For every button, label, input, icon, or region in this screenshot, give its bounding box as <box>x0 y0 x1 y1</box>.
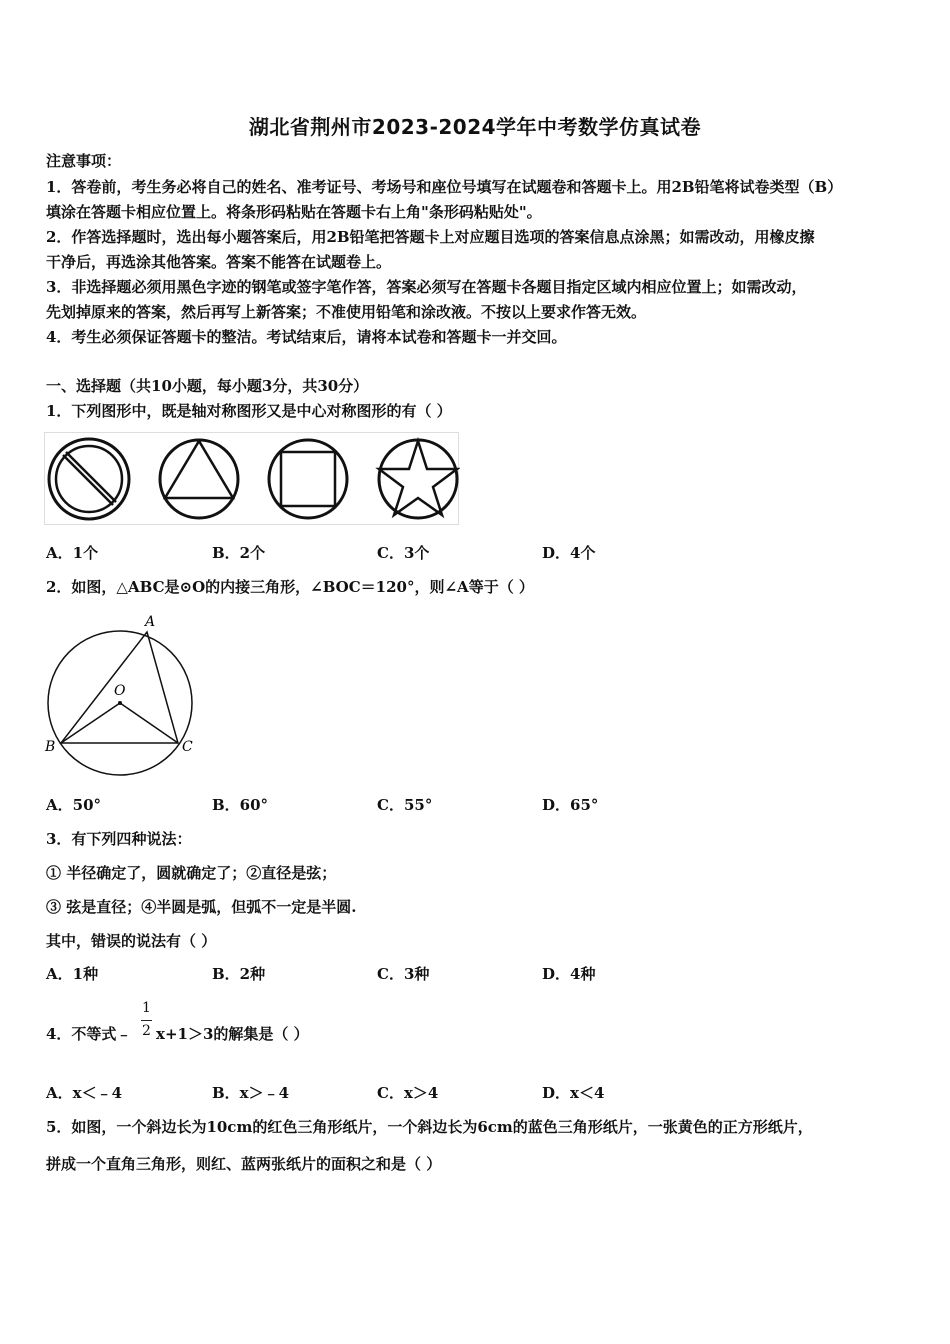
option-a: A．1种 <box>46 965 99 983</box>
q3-ask: 其中，错误的说法有（ ） <box>46 932 217 950</box>
notice-heading: 注意事项： <box>46 152 122 170</box>
option-c: C．55° <box>377 796 433 814</box>
label-c: C <box>182 739 193 755</box>
notice-line: 1．答卷前，考生务必将自己的姓名、准考证号、考场号和座位号填写在试题卷和答题卡上。用2B铅笔将试卷类型（B） <box>46 178 843 196</box>
notice-line: 3．非选择题必须用黑色字迹的钢笔或签字笔作答，答案必须写在答题卡各题目指定区域内相应位置上；如需改动， <box>46 278 807 296</box>
notice-line: 干净后，再选涂其他答案。答案不能答在试题卷上。 <box>46 253 392 271</box>
notice-line: 填涂在答题卡相应位置上。将条形码粘贴在答题卡右上角"条形码粘贴处"。 <box>46 203 542 221</box>
q5-stem-line: 5．如图，一个斜边长为10cm的红色三角形纸片，一个斜边长为6cm的蓝色三角形纸片，一张黄色的正方形纸片， <box>46 1118 813 1136</box>
option-b: B．x＞﹣4 <box>212 1084 290 1102</box>
option-d: D．4种 <box>542 965 596 983</box>
q3-stem: 3．有下列四种说法： <box>46 830 192 848</box>
notice-line: 4．考生必须保证答题卡的整洁。考试结束后，请将本试卷和答题卡一并交回。 <box>46 328 567 346</box>
option-d: D．4个 <box>542 544 596 562</box>
label-a: A <box>145 614 156 630</box>
label-b: B <box>45 739 56 755</box>
notice-line: 2．作答选择题时，选出每小题答案后，用2B铅笔把答题卡上对应题目选项的答案信息点涂黑；如需改动，用橡皮擦 <box>46 228 815 246</box>
circle-with-star-figure <box>379 440 457 518</box>
center-point <box>118 701 122 705</box>
q1-stem: 1．下列图形中，既是轴对称图形又是中心对称图形的有（ ） <box>46 402 452 420</box>
option-b: B．2种 <box>212 965 266 983</box>
q4-suffix: x+1＞3的解集是（ ） <box>156 1025 309 1043</box>
option-b: B．2个 <box>212 544 266 562</box>
q2-circle-figure <box>40 612 200 780</box>
section-heading: 一、选择题（共10小题，每小题3分，共30分） <box>46 377 369 395</box>
q2-stem: 2．如图，△ABC是⊙O的内接三角形，∠BOC＝120°，则∠A等于（ ） <box>46 578 534 596</box>
segment-oc <box>120 703 178 743</box>
label-o: O <box>114 683 126 699</box>
q1-figures <box>44 432 460 526</box>
circle-with-triangle-figure <box>160 440 238 518</box>
q3-statement: ③ 弦是直径；④半圆是弧，但弧不一定是半圆. <box>46 898 357 916</box>
option-d: D．x＜4 <box>542 1084 605 1102</box>
circle-with-slash-figure <box>49 439 129 519</box>
option-c: C．x＞4 <box>377 1084 439 1102</box>
option-d: D．65° <box>542 796 599 814</box>
option-a: A．50° <box>46 796 102 814</box>
q4-prefix: 4．不等式﹣ <box>46 1025 132 1043</box>
option-a: A．x＜﹣4 <box>46 1084 123 1102</box>
option-c: C．3个 <box>377 544 430 562</box>
option-c: C．3种 <box>377 965 430 983</box>
fraction-bar <box>141 1020 152 1021</box>
q3-statement: ① 半径确定了，圆就确定了；②直径是弦； <box>46 864 337 882</box>
q5-stem-line: 拼成一个直角三角形，则红、蓝两张纸片的面积之和是（ ） <box>46 1155 442 1173</box>
fraction-numerator: 1 <box>142 1000 151 1016</box>
segment-ob <box>61 703 120 743</box>
page-title: 湖北省荆州市2023-2024学年中考数学仿真试卷 <box>248 115 702 139</box>
option-b: B．60° <box>212 796 269 814</box>
fraction-denominator: 2 <box>142 1023 151 1039</box>
circle-with-square-figure <box>269 440 347 518</box>
notice-line: 先划掉原来的答案，然后再写上新答案；不准使用铅笔和涂改液。不按以上要求作答无效。 <box>46 303 647 321</box>
option-a: A．1个 <box>46 544 99 562</box>
